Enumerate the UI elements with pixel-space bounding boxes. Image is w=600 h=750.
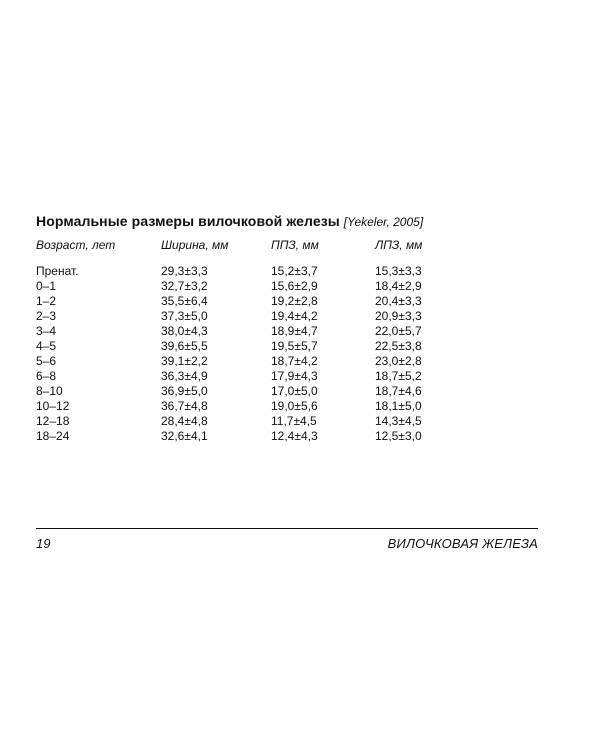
cell-ppz: 12,4±4,3 <box>271 429 318 443</box>
cell-width: 29,3±3,3 <box>161 264 208 278</box>
table-row <box>36 309 475 324</box>
table-header-row <box>36 238 475 264</box>
cell-lpz: 22,5±3,8 <box>375 339 422 353</box>
cell-age: 6–8 <box>36 369 57 383</box>
table-row <box>36 279 475 294</box>
table-row <box>36 399 475 414</box>
cell-ppz: 17,9±4,3 <box>271 369 318 383</box>
table-title <box>36 213 423 229</box>
cell-width: 37,3±5,0 <box>161 309 208 323</box>
cell-lpz: 20,4±3,3 <box>375 294 422 308</box>
cell-age: 5–6 <box>36 354 57 368</box>
cell-width: 36,3±4,9 <box>161 369 208 383</box>
cell-age: Пренат. <box>36 264 79 278</box>
cell-age: 18–24 <box>36 429 70 443</box>
cell-ppz: 18,7±4,2 <box>271 354 318 368</box>
footer-rule <box>36 528 538 529</box>
cell-lpz: 12,5±3,0 <box>375 429 422 443</box>
cell-lpz: 18,7±5,2 <box>375 369 422 383</box>
cell-age: 2–3 <box>36 309 57 323</box>
cell-width: 36,9±5,0 <box>161 384 208 398</box>
cell-ppz: 19,5±5,7 <box>271 339 318 353</box>
table-row <box>36 429 475 444</box>
cell-age: 12–18 <box>36 414 70 428</box>
cell-width: 32,7±3,2 <box>161 279 208 293</box>
cell-lpz: 22,0±5,7 <box>375 324 422 338</box>
page-number: 19 <box>36 536 51 551</box>
cell-ppz: 11,7±4,5 <box>271 414 317 428</box>
cell-ppz: 19,2±2,8 <box>271 294 318 308</box>
cell-ppz: 18,9±4,7 <box>271 324 318 338</box>
cell-width: 38,0±4,3 <box>161 324 208 338</box>
table-row <box>36 339 475 354</box>
table-body <box>36 264 475 444</box>
cell-age: 3–4 <box>36 324 57 338</box>
running-head: ВИЛОЧКОВАЯ ЖЕЛЕЗА <box>387 536 538 551</box>
cell-ppz: 19,4±4,2 <box>271 309 318 323</box>
cell-width: 28,4±4,8 <box>161 414 208 428</box>
cell-lpz: 15,3±3,3 <box>375 264 422 278</box>
cell-ppz: 19,0±5,6 <box>271 399 318 413</box>
table-title-source: [Yekeler, 2005] <box>343 215 424 229</box>
cell-lpz: 18,7±4,6 <box>375 384 422 398</box>
thymus-size-table <box>36 238 475 444</box>
cell-lpz: 20,9±3,3 <box>375 309 422 323</box>
cell-ppz: 17,0±5,0 <box>271 384 318 398</box>
cell-age: 1–2 <box>36 294 57 308</box>
header-width: Ширина, мм <box>161 238 229 252</box>
table-row <box>36 294 475 309</box>
cell-width: 32,6±4,1 <box>161 429 208 443</box>
cell-age: 8–10 <box>36 384 63 398</box>
cell-age: 4–5 <box>36 339 57 353</box>
table-row <box>36 414 475 429</box>
cell-width: 39,6±5,5 <box>161 339 208 353</box>
cell-age: 0–1 <box>36 279 57 293</box>
cell-width: 39,1±2,2 <box>161 354 208 368</box>
header-age: Возраст, лет <box>36 238 116 252</box>
header-lpz: ЛПЗ, мм <box>375 238 423 252</box>
table-title-text: Нормальные размеры вилочковой железы <box>36 213 340 229</box>
table-row <box>36 264 475 279</box>
table-row <box>36 369 475 384</box>
cell-lpz: 23,0±2,8 <box>375 354 422 368</box>
cell-ppz: 15,2±3,7 <box>271 264 318 278</box>
cell-lpz: 14,3±4,5 <box>375 414 422 428</box>
table-row <box>36 384 475 399</box>
cell-ppz: 15,6±2,9 <box>271 279 318 293</box>
header-ppz: ППЗ, мм <box>271 238 319 252</box>
table-row <box>36 354 475 369</box>
cell-age: 10–12 <box>36 399 70 413</box>
cell-lpz: 18,4±2,9 <box>375 279 422 293</box>
cell-width: 36,7±4,8 <box>161 399 208 413</box>
cell-lpz: 18,1±5,0 <box>375 399 422 413</box>
table-row <box>36 324 475 339</box>
cell-width: 35,5±6,4 <box>161 294 208 308</box>
